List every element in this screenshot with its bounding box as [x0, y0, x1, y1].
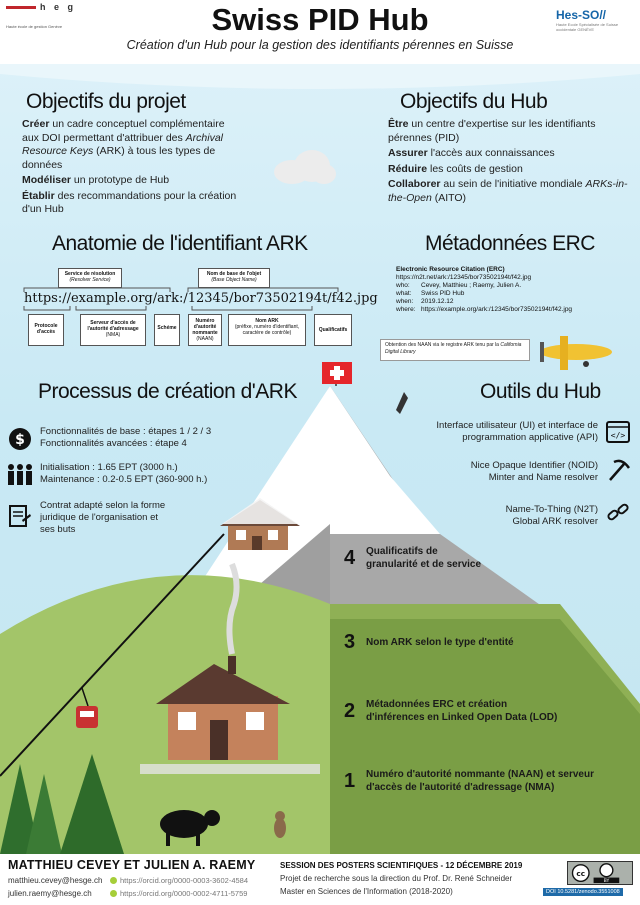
email-link[interactable]: julien.raemy@hesge.ch: [8, 889, 92, 898]
step-text: Numéro d'autorité nommante (NAAN) et serveur d'accès de l'autorité d'adressage (NMA): [366, 769, 594, 793]
step-4: [344, 545, 481, 571]
naan-banner: Obtention des NAAN via le registre ARK tenu par la California Digital Library: [380, 339, 530, 361]
objectif-hub-item: Réduire les coûts de gestion: [388, 162, 523, 175]
erc-row: who: Cevey, Matthieu ; Raemy, Julien A.: [396, 282, 522, 289]
processus-item-contrat: Contrat adapté selon la forme juridique de l'organisation et ses buts: [40, 500, 166, 535]
step-number: 2: [344, 699, 356, 722]
erc-url: https://n2t.net/ark:/12345/bor73502194t/f42.jpg: [396, 274, 532, 281]
orcid-icon: [110, 877, 117, 884]
marmot-icon: [274, 811, 286, 838]
objectifs-hub-title: Objectifs du Hub: [400, 90, 548, 113]
authors: MATTHIEU CEVEY ET JULIEN A. RAEMY: [8, 858, 256, 872]
anatomie-box-base-object: Nom de base de l'objet (Base Object Name): [198, 268, 270, 288]
anatomie-box-protocole: Protocole d'accès: [28, 314, 64, 346]
processus-title: Processus de création d'ARK: [38, 380, 297, 403]
orcid-icon: [110, 890, 117, 897]
erc-title: Métadonnées ERC: [425, 232, 595, 255]
poster-title: Swiss PID Hub: [211, 2, 429, 37]
snow-cap-right: [330, 386, 440, 534]
doi-badge[interactable]: DOI 10.5281/zenodo.3551008: [543, 888, 623, 896]
anatomie-ark-title: Anatomie de l'identifiant ARK: [52, 232, 308, 255]
objectifs-projet-title: Objectifs du projet: [26, 90, 186, 113]
objectif-hub-item: Être un centre d'expertise sur les identifiants pérennes (PID): [388, 118, 596, 144]
bird-icon: [396, 392, 408, 414]
outil-item-noid: Nice Opaque Identifier (NOID) Minter and Name resolver: [470, 460, 598, 483]
anatomie-box-resolver: Service de résolution (Resolver Service): [58, 268, 122, 288]
cc-by-label: BY: [603, 879, 610, 885]
people-icon: [6, 463, 34, 487]
anatomie-box-nma: Serveur d'accès de l'autorité d'adressage (NMA): [80, 314, 146, 346]
objectif-projet-item: Créer un cadre conceptuel complémentaire aux DOI permettant d'attribuer des Archival Resource Keys (ARK) à tous les types de données: [22, 118, 225, 171]
objectif-hub-item: Assurer l'accès aux connaissances: [388, 147, 555, 159]
sky-band: [0, 64, 640, 89]
outil-item-n2t: Name-To-Thing (N2T) Global ARK resolver: [505, 504, 598, 527]
dollar-icon: [8, 427, 32, 451]
pickaxe-icon: [606, 458, 630, 482]
objectif-projet-item: Établir des recommandations pour la création d'un Hub: [22, 189, 237, 215]
contract-icon: [8, 504, 32, 528]
heg-logo-subtitle: Haute école de gestion Genève: [6, 24, 63, 29]
step-text: Qualificatifs de granularité et de service: [366, 546, 482, 570]
erc-row: when: 2019.12.12: [396, 298, 454, 305]
processus-item-fonctionnalites: Fonctionnalités de base : étapes 1 / 2 / 3 Fonctionnalités avancées : étape 4: [40, 426, 212, 449]
footer-line: Master en Sciences de l'Information (2018-2020): [280, 887, 453, 896]
erc-heading: Electronic Resource Citation (ERC): [396, 266, 505, 273]
anatomie-box-qualificatifs: Qualificatifs: [314, 314, 352, 346]
processus-item-effort: Initialisation : 1.65 EPT (3000 h.) Maintenance : 0.2-0.5 EPT (360-900 h.): [40, 462, 208, 485]
step-text: Métadonnées ERC et création d'inférences en Linked Open Data (LOD): [366, 699, 558, 723]
code-window-icon: [606, 421, 630, 443]
step-number: 4: [344, 546, 356, 569]
svg-text:cc: cc: [576, 868, 586, 878]
footer-line: Projet de recherche sous la direction du Prof. Dr. René Schneider: [280, 874, 513, 883]
objectifs-projet-list: [22, 118, 242, 219]
erc-row: what: Swiss PID Hub: [396, 290, 465, 297]
airplane-icon: [540, 336, 612, 370]
svg-text:</>: </>: [610, 431, 626, 440]
ark-url-example: https://example.org/ark:/12345/bor73502194t/f42.jpg: [24, 291, 378, 306]
step-number: 3: [344, 631, 356, 653]
step-text: Nom ARK selon le type d'entité: [366, 637, 514, 648]
anatomie-brackets: [20, 282, 360, 316]
erc-block: [396, 266, 632, 314]
anatomie-box-nom-ark: Nom ARK (préfixe, numéro d'identifiant, caractère de contrôle): [228, 314, 306, 346]
heg-logo: h e g: [40, 2, 77, 12]
step-number: 1: [344, 769, 356, 792]
hes-so-logo: Hes-SO//: [556, 8, 607, 22]
hes-so-logo-subtitle: Haute Ecole Spécialisée de Suisse occidentale GENÈVE: [556, 22, 619, 32]
orcid-link[interactable]: https://orcid.org/0000-0003-3602-4584: [110, 876, 248, 885]
session-title: SESSION DES POSTERS SCIENTIFIQUES - 12 DÉCEMBRE 2019: [280, 861, 523, 870]
svg-text:$: $: [15, 432, 25, 448]
chain-link-icon: [606, 500, 630, 524]
by-icon: [600, 864, 613, 877]
poster-subtitle: Création d'un Hub pour la gestion des identifiants pérennes en Suisse: [126, 38, 514, 52]
erc-row: where: https://example.org/ark:/12345/bor73502194t/f42.jpg: [396, 306, 573, 313]
fence: [140, 764, 320, 774]
step-2: [344, 698, 557, 724]
cloud-icon: [268, 146, 338, 186]
objectif-projet-item: Modéliser un prototype de Hub: [22, 174, 170, 186]
step-1: [344, 768, 594, 794]
objectif-hub-item: Collaborer au sein de l'initiative mondiale ARKs-in-the-Open (AITO): [388, 178, 628, 204]
cc-by-badge: [567, 861, 633, 885]
outils-title: Outils du Hub: [480, 380, 601, 403]
swiss-flag-icon: [322, 362, 352, 386]
step-3: [344, 631, 514, 654]
anatomie-box-naan: Numéro d'autorité nommante (NAAN): [188, 314, 222, 346]
email-link[interactable]: matthieu.cevey@hesge.ch: [8, 876, 103, 885]
anatomie-box-scheme: Schéme: [154, 314, 180, 346]
objectifs-hub-list: [388, 118, 628, 207]
orcid-link[interactable]: https://orcid.org/0000-0002-4711-5759: [110, 889, 247, 898]
outil-item-ui-api: Interface utilisateur (UI) et interface de programmation applicative (API): [436, 420, 598, 443]
